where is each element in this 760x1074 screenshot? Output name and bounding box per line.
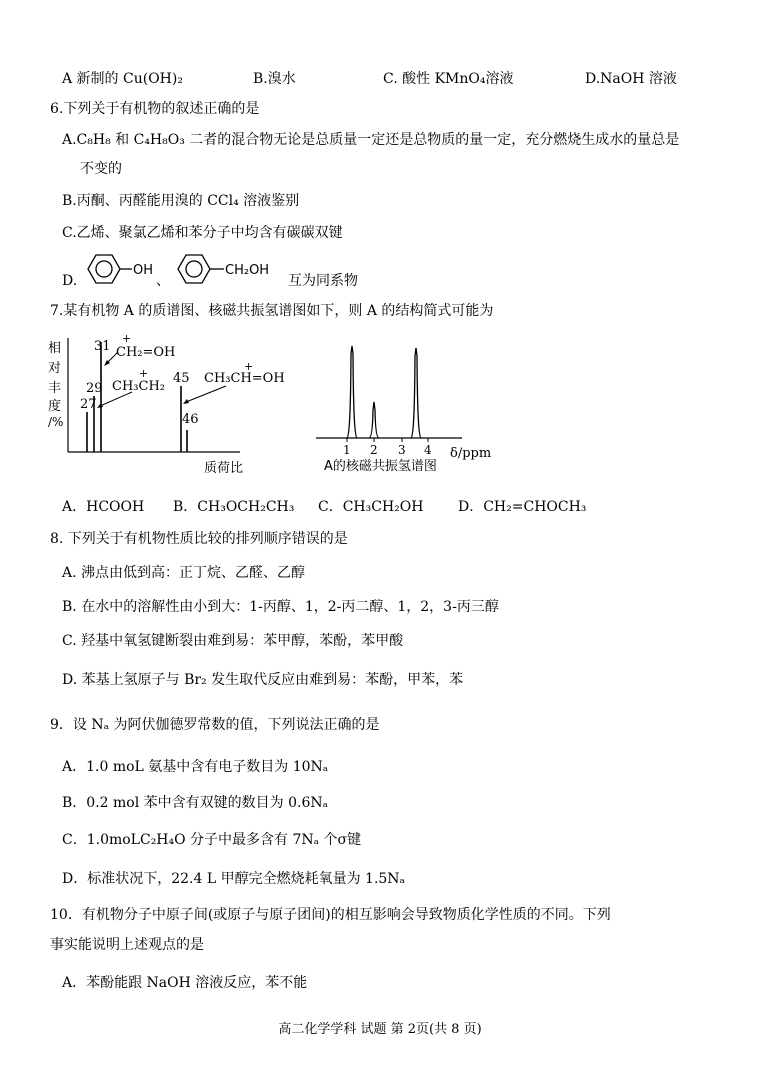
nmr-spectrum-chart (310, 336, 520, 476)
ion2-charge: + (139, 367, 149, 380)
q5-option-b: B.溴水 (253, 71, 296, 87)
ms-ylabel-char: 对 (48, 361, 62, 376)
ms-peak-label-31: 31 (94, 339, 111, 354)
ms-ylabel-char: 相 (48, 341, 62, 356)
q6-option-b: B.丙酮、丙醛能用溴的 CCl₄ 溶液鉴别 (62, 193, 300, 209)
ion2-label: CH₃CH₂ (112, 379, 165, 394)
benzyl-alcohol-structure (178, 255, 224, 283)
nmr-unit-label: δ/ppm (450, 446, 492, 461)
q7-option-a: A．HCOOH (62, 499, 145, 515)
q8-option-c: C. 羟基中氧氢键断裂由难到易：苯甲醇，苯酚，苯甲酸 (62, 633, 404, 649)
q8-option-b: B. 在水中的溶解性由小到大：1-丙醇、1，2-丙二醇、1，2，3-丙三醇 (62, 599, 499, 615)
ms-peak-label-46: 46 (182, 412, 199, 427)
q6-structures (76, 246, 276, 292)
nmr-peak-3 (411, 348, 421, 438)
ms-ylabel-unit: /% (48, 415, 64, 429)
ms-peak-label-45: 45 (173, 371, 190, 386)
ms-ylabel-char: 度 (48, 399, 62, 414)
mass-spectrum-chart (40, 330, 300, 480)
q8-option-a: A. 沸点由低到高：正丁烷、乙醛、乙醇 (62, 565, 306, 581)
nmr-tick-label: 4 (424, 443, 432, 457)
q9-option-c: C．1.0moLC₂H₄O 分子中最多含有 7Nₐ 个σ键 (62, 832, 362, 848)
q9-stem: 9．设 Nₐ 为阿伏伽德罗常数的值，下列说法正确的是 (50, 717, 380, 733)
q6-option-a-cont: 不变的 (80, 161, 122, 177)
ion3-arrow (186, 386, 226, 402)
page-footer: 高二化学学科 试题 第 2页(共 8 页) (278, 1022, 482, 1037)
q7-stem: 7.某有机物 A 的质谱图、核磁共振氢谱图如下，则 A 的结构简式可能为 (50, 303, 494, 319)
q8-stem: 8. 下列关于有机物性质比较的排列顺序错误的是 (50, 531, 348, 547)
q6-option-d-prefix: D. (62, 273, 78, 289)
q10-option-a: A．苯酚能跟 NaOH 溶液反应，苯不能 (62, 975, 308, 991)
q6-option-a: A.C₈H₈ 和 C₄H₈O₃ 二者的混合物无论是总质量一定还是总物质的量一定，充分燃烧生成水的量总是 (62, 132, 680, 148)
nmr-tick-label: 1 (343, 443, 351, 457)
q6-option-d-separator: 、 (156, 273, 170, 289)
q6-option-c: C.乙烯、聚氯乙烯和苯分子中均含有碳碳双键 (62, 225, 343, 241)
q9-option-a: A．1.0 moL 氨基中含有电子数目为 10Nₐ (62, 759, 329, 775)
q8-option-d: D. 苯基上氢原子与 Br₂ 发生取代反应由难到易：苯酚，甲苯，苯 (62, 672, 464, 688)
ms-peak-label-29: 29 (86, 381, 103, 396)
oh-label: OH (133, 263, 154, 278)
ion1-charge: + (122, 332, 132, 345)
q10-stem-cont: 事实能说明上述观点的是 (50, 937, 204, 953)
ion3-charge: + (244, 360, 254, 373)
nmr-peak-2 (369, 402, 379, 438)
q9-option-b: B．0.2 mol 苯中含有双键的数目为 0.6Nₐ (62, 795, 328, 811)
phenol-structure (88, 255, 132, 283)
q9-option-d: D．标准状况下，22.4 L 甲醇完全燃烧耗氧量为 1.5Nₐ (62, 871, 405, 887)
q7-option-b: B．CH₃OCH₂CH₃ (173, 499, 295, 515)
nmr-tick-label: 2 (370, 443, 378, 457)
q10-stem: 10．有机物分子中原子间(或原子与原子团间)的相互影响会导致物质化学性质的不同。下列 (50, 907, 611, 923)
ch2oh-label: CH₂OH (225, 263, 270, 278)
q6-stem: 6.下列关于有机物的叙述正确的是 (50, 101, 260, 117)
nmr-caption: A的核磁共振氢谱图 (324, 459, 437, 474)
ion3-label: CH₃CH=OH (204, 371, 285, 386)
q6-option-d-suffix: 互为同系物 (288, 273, 358, 289)
q7-option-d: D．CH₂=CHOCH₃ (458, 499, 587, 515)
ion2-arrow (100, 392, 132, 406)
nmr-peak-1 (347, 346, 357, 438)
q7-option-c: C．CH₃CH₂OH (318, 499, 424, 515)
q5-option-c: C. 酸性 KMnO₄溶液 (383, 71, 514, 87)
ms-peak-label-27: 27 (80, 397, 97, 412)
q5-option-d: D.NaOH 溶液 (585, 71, 677, 87)
nmr-tick-label: 3 (398, 443, 406, 457)
q5-option-a: A 新制的 Cu(OH)₂ (62, 71, 183, 87)
ms-xlabel: 质荷比 (204, 461, 244, 476)
ion1-label: CH₂=OH (116, 345, 176, 360)
ms-ylabel-char: 丰 (48, 381, 62, 396)
